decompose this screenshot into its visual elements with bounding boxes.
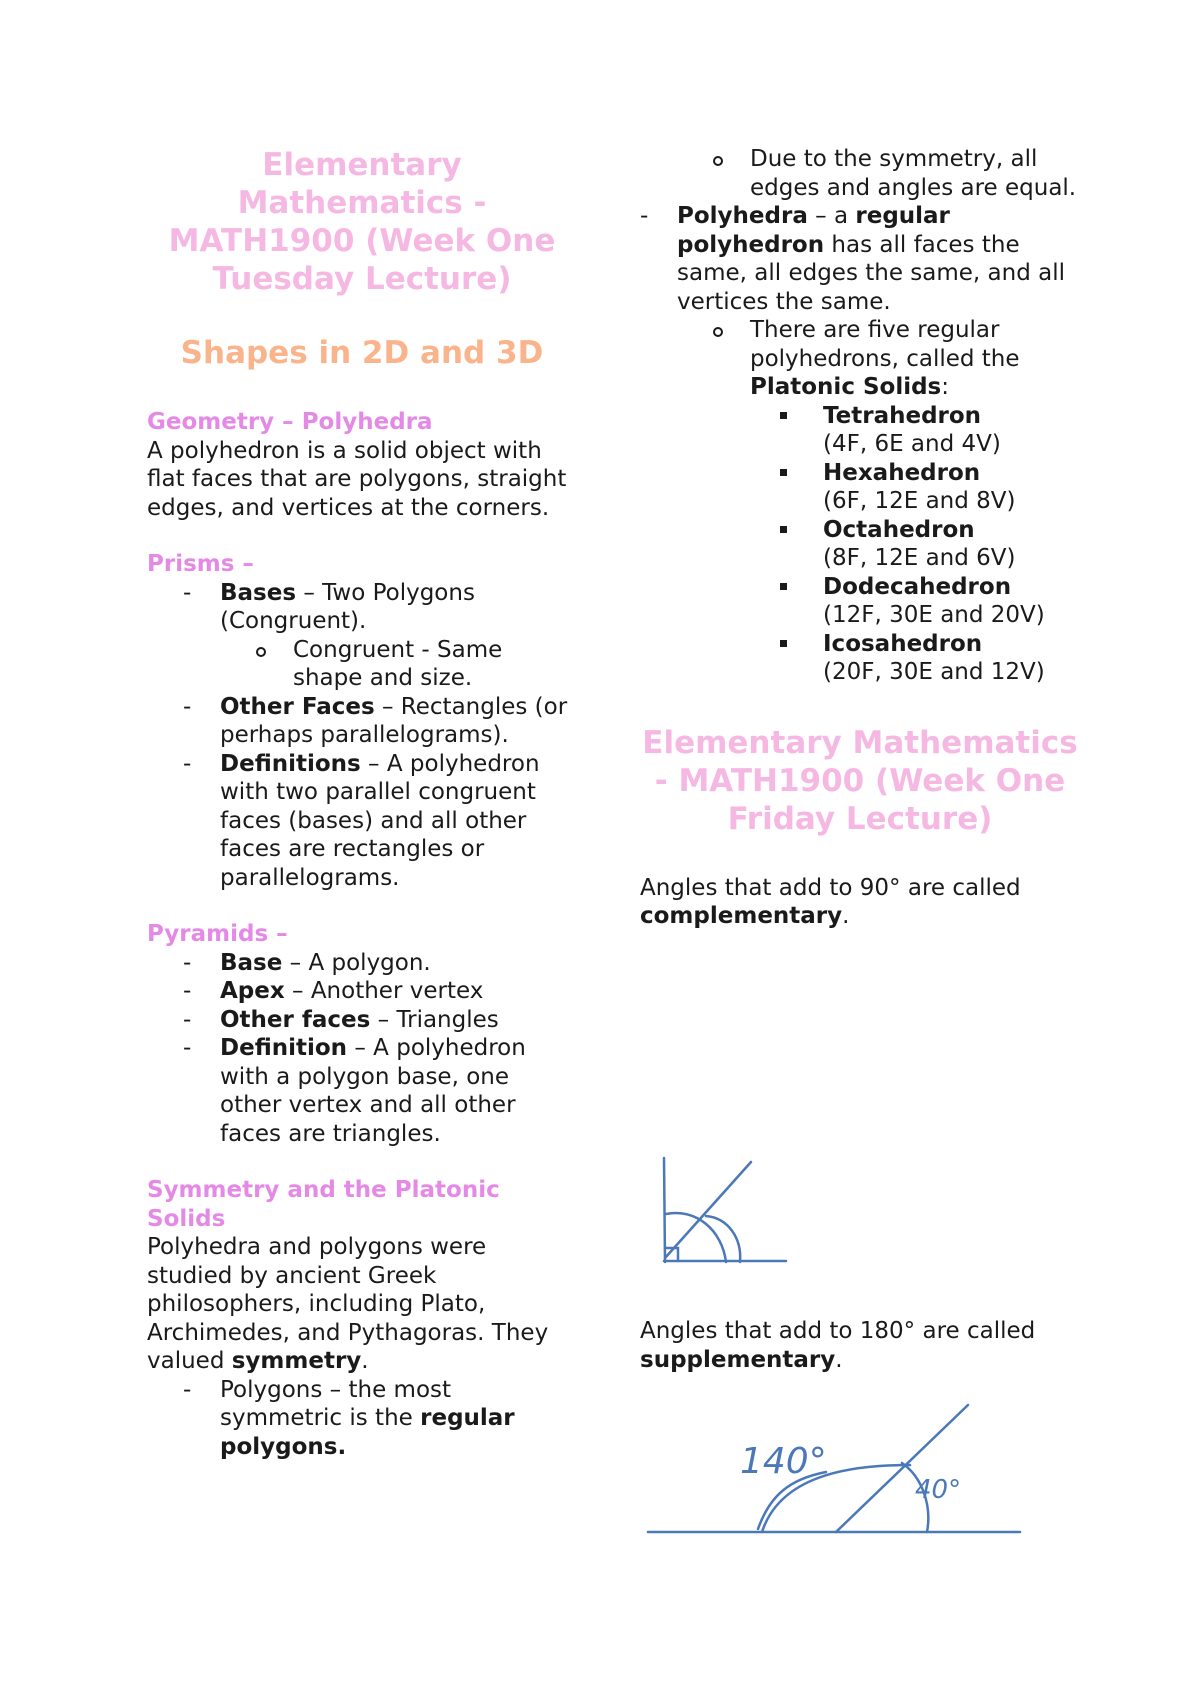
list-item: Octahedron (8F, 12E and 6V): [750, 516, 1080, 573]
list-item: There are five regular polyhedrons, called the Platonic Solids: Tetrahedron (4F, 6E and 4V) Hexahedron (6F, 12E and 8V) Octahedron (8F, 12E and 6V) Dodecahedron (12F, 30E and 20V) Icosahedron (20F, 30E and 12V): [677, 316, 1080, 687]
polyhedra-list: [604, 202, 1080, 687]
left-column: [147, 0, 577, 1461]
geometry-heading: Geometry – Polyhedra: [147, 409, 433, 435]
list-item: - Definition – A polyhedron with a polygon base, one other vertex and all other faces are triangles.: [147, 1034, 577, 1148]
list-item: Congruent - Same shape and size.: [220, 636, 577, 693]
list-item: Icosahedron (20F, 30E and 12V): [750, 630, 1080, 687]
list-item: Hexahedron (6F, 12E and 8V): [750, 459, 1080, 516]
page-title: Elementary Mathematics - MATH1900 (Week One Tuesday Lecture): [168, 147, 556, 297]
prisms-heading: Prisms –: [147, 551, 254, 577]
list-item: - Polyhedra – a regular polyhedron has all faces the same, all edges the same, and all vertices the same. There are five regular polyhedrons, called the Platonic Solids: Tetrahedron (4F, 6E and 4V) Hexahedron (6F, 12E and 8V) Octahedron (8F, 12E and 6V) Dodecahedron (12F, 30E and 20V) Icosahedron (20F, 30E and 12V): [604, 202, 1080, 687]
friday-title: Elementary Mathematics - MATH1900 (Week One Friday Lecture): [642, 724, 1078, 837]
angle-arc-large: [706, 1216, 740, 1262]
label-140: 140°: [740, 1441, 827, 1482]
list-item: - Other Faces – Rectangles (or perhaps parallelograms).: [147, 693, 577, 750]
supplementary-text: Angles that add to 180° are called supplementary.: [640, 1318, 1036, 1373]
platonic-solids-list: [750, 402, 1080, 687]
symmetry-text: Polyhedra and polygons were studied by ancient Greek philosophers, including Plato, Archimedes, and Pythagoras. They valued symmetry.: [147, 1234, 549, 1374]
pyramids-list: [147, 949, 577, 1149]
right-column: [640, 0, 1080, 931]
list-item: - Base – A polygon.: [147, 949, 577, 978]
symmetry-list: [147, 1376, 577, 1462]
supplementary-block: [640, 1317, 1080, 1374]
list-item: Tetrahedron (4F, 6E and 4V): [750, 402, 1080, 459]
label-40: 40°: [915, 1475, 962, 1505]
complementary-angle-figure: [650, 1150, 800, 1270]
list-item: Dodecahedron (12F, 30E and 20V): [750, 573, 1080, 630]
list-item: - Bases – Two Polygons (Congruent). Congruent - Same shape and size.: [147, 579, 577, 693]
vertical-ray: [664, 1158, 665, 1262]
geometry-text: A polyhedron is a solid object with flat faces that are polygons, straight edges, and vertices at the corners.: [147, 437, 567, 521]
list-item: - Apex – Another vertex: [147, 977, 577, 1006]
symmetry-heading: Symmetry and the Platonic Solids: [147, 1177, 500, 1232]
supplementary-angle-figure: [640, 1395, 1030, 1545]
page-subtitle: Shapes in 2D and 3D: [180, 335, 544, 371]
complementary-text: Angles that add to 90° are called complementary.: [640, 874, 1021, 929]
angle-arc-small: [666, 1213, 726, 1262]
prisms-list: [147, 579, 577, 893]
pyramids-heading: Pyramids –: [147, 921, 288, 947]
list-item: - Other faces – Triangles: [147, 1006, 577, 1035]
list-item: - Definitions – A polyhedron with two parallel congruent faces (bases) and all other faces are rectangles or parallelograms.: [147, 750, 577, 893]
list-item: - Polygons – the most symmetric is the regular polygons.: [147, 1376, 577, 1462]
symmetry-sublist: [677, 145, 1080, 202]
list-item: Due to the symmetry, all edges and angles are equal.: [677, 145, 1080, 202]
